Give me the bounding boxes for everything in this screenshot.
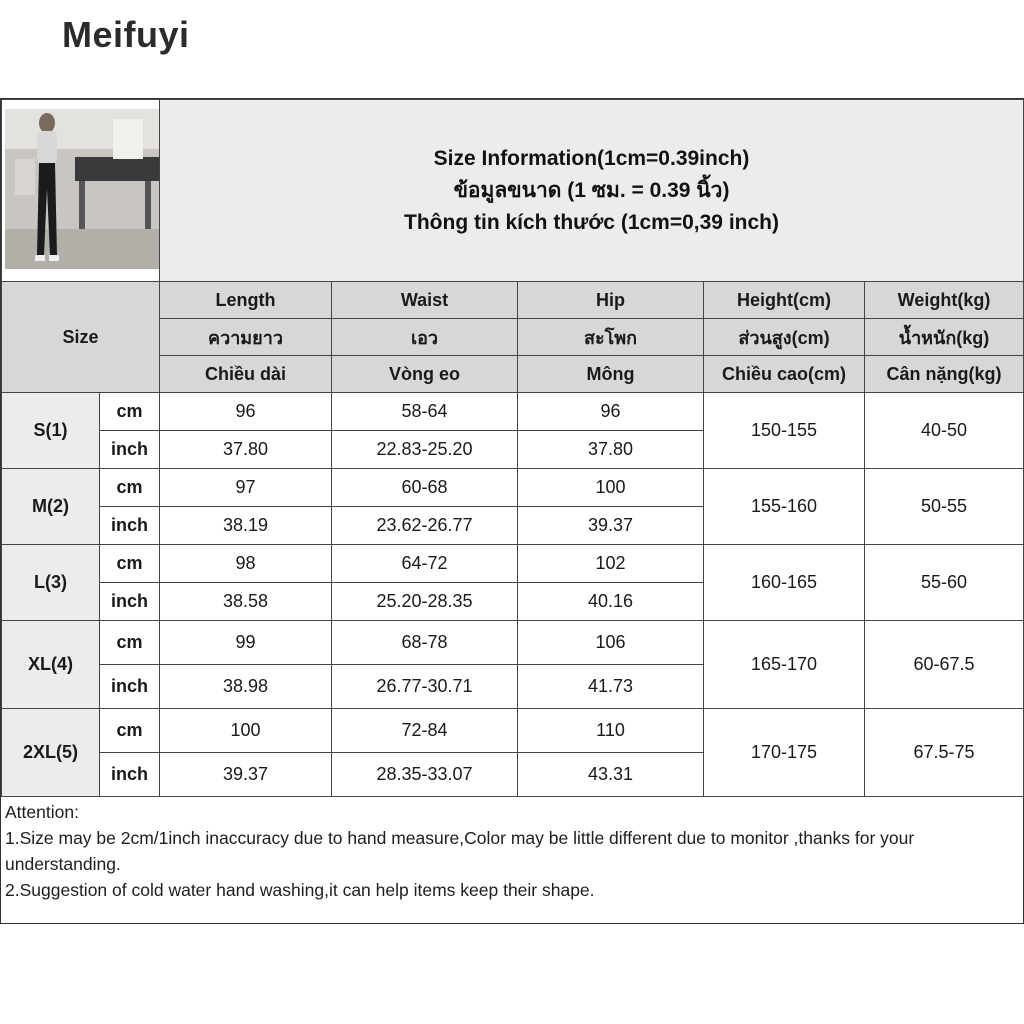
title-vietnamese: Thông tin kích thước (1cm=0,39 inch) [404,210,779,234]
weight-range: 55-60 [865,545,1024,621]
height-range: 155-160 [704,469,865,545]
col-length-vi: Chiều dài [160,356,332,393]
length-inch: 38.58 [160,583,332,621]
size-name: XL(4) [2,621,100,709]
length-inch: 38.19 [160,507,332,545]
unit-cm: cm [100,393,160,431]
size-name: 2XL(5) [2,709,100,797]
waist-cm: 68-78 [332,621,518,665]
unit-cm: cm [100,469,160,507]
height-range: 170-175 [704,709,865,797]
hip-inch: 43.31 [518,753,704,797]
waist-inch: 26.77-30.71 [332,665,518,709]
hip-inch: 41.73 [518,665,704,709]
height-range: 165-170 [704,621,865,709]
waist-inch: 28.35-33.07 [332,753,518,797]
col-height-vi: Chiều cao(cm) [704,356,865,393]
hip-cm: 96 [518,393,704,431]
hip-inch: 39.37 [518,507,704,545]
waist-inch: 23.62-26.77 [332,507,518,545]
waist-cm: 72-84 [332,709,518,753]
hip-cm: 110 [518,709,704,753]
hip-inch: 37.80 [518,431,704,469]
size-name: S(1) [2,393,100,469]
waist-inch: 25.20-28.35 [332,583,518,621]
col-hip-en: Hip [518,282,704,319]
length-cm: 100 [160,709,332,753]
hip-inch: 40.16 [518,583,704,621]
size-name: M(2) [2,469,100,545]
title-english: Size Information(1cm=0.39inch) [433,146,750,170]
col-waist-vi: Vòng eo [332,356,518,393]
col-waist-th: เอว [332,319,518,356]
size-information-title [160,100,1024,282]
attention-notes [5,799,1015,903]
size-table [1,99,1024,797]
weight-range: 40-50 [865,393,1024,469]
col-hip-th: สะโพก [518,319,704,356]
unit-inch: inch [100,753,160,797]
weight-range: 50-55 [865,469,1024,545]
waist-cm: 64-72 [332,545,518,583]
unit-cm: cm [100,545,160,583]
product-photo [5,109,159,269]
product-photo-cell [2,100,160,282]
length-inch: 39.37 [160,753,332,797]
size-header: Size [2,282,160,393]
hip-cm: 102 [518,545,704,583]
length-inch: 38.98 [160,665,332,709]
waist-cm: 58-64 [332,393,518,431]
size-name: L(3) [2,545,100,621]
length-cm: 97 [160,469,332,507]
notes-line-1: 1.Size may be 2cm/1inch inaccuracy due to hand measure,Color may be little different due to monitor ,thanks for your understanding. [5,828,915,874]
height-range: 160-165 [704,545,865,621]
col-height-en: Height(cm) [704,282,865,319]
brand-logo: Meifuyi [62,14,190,55]
weight-range: 67.5-75 [865,709,1024,797]
col-weight-th: น้ำหนัก(kg) [865,319,1024,356]
col-hip-vi: Mông [518,356,704,393]
col-weight-vi: Cân nặng(kg) [865,356,1024,393]
col-length-en: Length [160,282,332,319]
unit-cm: cm [100,621,160,665]
size-chart [0,98,1024,924]
notes-line-2: 2.Suggestion of cold water hand washing,it can help items keep their shape. [5,880,595,900]
col-waist-en: Waist [332,282,518,319]
hip-cm: 106 [518,621,704,665]
unit-inch: inch [100,583,160,621]
col-height-th: ส่วนสูง(cm) [704,319,865,356]
notes-heading: Attention: [5,802,79,822]
length-cm: 96 [160,393,332,431]
unit-inch: inch [100,665,160,709]
col-weight-en: Weight(kg) [865,282,1024,319]
waist-cm: 60-68 [332,469,518,507]
length-cm: 99 [160,621,332,665]
unit-cm: cm [100,709,160,753]
length-inch: 37.80 [160,431,332,469]
hip-cm: 100 [518,469,704,507]
weight-range: 60-67.5 [865,621,1024,709]
unit-inch: inch [100,431,160,469]
length-cm: 98 [160,545,332,583]
unit-inch: inch [100,507,160,545]
height-range: 150-155 [704,393,865,469]
title-thai: ข้อมูลขนาด (1 ซม. = 0.39 นิ้ว) [453,178,730,202]
col-length-th: ความยาว [160,319,332,356]
waist-inch: 22.83-25.20 [332,431,518,469]
